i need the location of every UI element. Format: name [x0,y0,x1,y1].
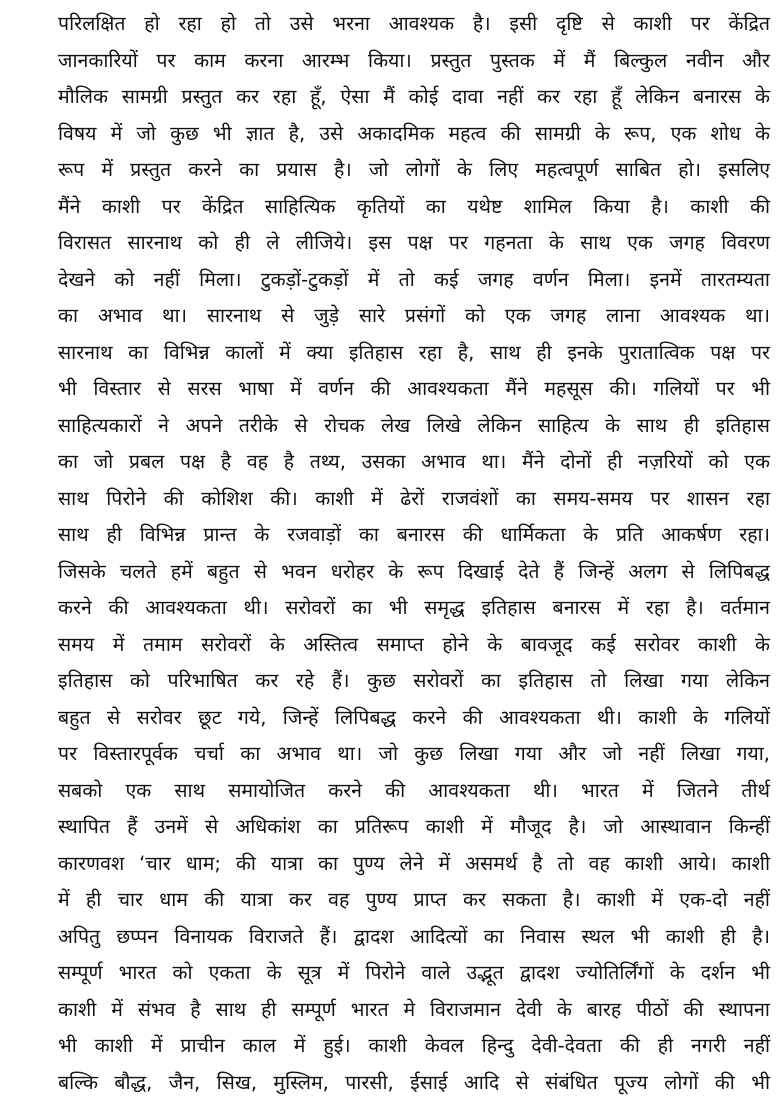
text-line: विरासत सारनाथ को ही ले लीजिये। इस पक्ष पर गहनता के साथ एक जगह विवरण [58,231,770,254]
text-line: विषय में जो कुछ भी ज्ञात है, उसे अकादमिक महत्व की सामग्री के रूप, एक शोध के [58,121,770,145]
text-line: जानकारियों पर काम करना आरम्भ किया। प्रस्तुत पुस्तक में मैं बिल्कुल नवीन और [58,48,770,72]
body-text [58,6,770,1101]
text-line: भी विस्तार से सरस भाषा में वर्णन की आवश्यकता मैंने महसूस की। गलियों पर भी [58,377,770,400]
text-line: का जो प्रबल पक्ष है वह है तथ्य, उसका अभाव था। मैंने दोनों ही नज़रियों को एक [58,450,770,473]
text-line: रूप में प्रस्तुत करने का प्रयास है। जो लोगों के लिए महत्वपूर्ण साबित हो। इसलिए [58,158,770,181]
text-line: सम्पूर्ण भारत को एकता के सूत्र में पिरोने वाले उद्भूत द्वादश ज्योतिर्लिंगों के दर्शन भी [58,961,770,984]
text-line: इतिहास को परिभाषित कर रहे हैं। कुछ सरोवरों का इतिहास तो लिखा गया लेकिन [58,669,770,692]
text-line: साथ पिरोने की कोशिश की। काशी में ढेरों राजवंशों का समय-समय पर शासन रहा [58,486,770,510]
text-line: करने की आवश्यकता थी। सरोवरों का भी समृद्ध इतिहास बनारस में रहा है। वर्तमान [58,596,770,619]
text-line: समय में तमाम सरोवरों के अस्तित्व समाप्त होने के बावजूद कई सरोवर काशी के [58,632,770,656]
text-line: में ही चार धाम की यात्रा कर वह पुण्य प्राप्त कर सकता है। काशी में एक-दो नहीं [58,888,770,911]
text-line: जिसके चलते हमें बहुत से भवन धरोहर के रूप दिखाई देते हैं जिन्हें अलग से लिपिबद्ध [58,559,770,583]
text-line: पर विस्तारपूर्वक चर्चा का अभाव था। जो कुछ लिखा गया और जो नहीं लिखा गया, [58,742,770,765]
text-line: साहित्यकारों ने अपने तरीके से रोचक लेख लिखे लेकिन साहित्य के साथ ही इतिहास [58,413,770,437]
text-line: भी काशी में प्राचीन काल में हुई। काशी केवल हिन्दु देवी-देवता की ही नगरी नहीं [58,1034,770,1057]
text-line: परिलक्षित हो रहा हो तो उसे भरना आवश्यक है। इसी दृष्टि से काशी पर केंद्रित [58,12,770,35]
text-line: मौलिक सामग्री प्रस्तुत कर रहा हूँ, ऐसा मैं कोई दावा नहीं कर रहा हूँ लेकिन बनारस के [58,85,770,108]
text-line: सारनाथ का विभिन्न कालों में क्या इतिहास रहा है, साथ ही इनके पुरातात्विक पक्ष पर [58,340,770,364]
text-line: मैंने काशी पर केंद्रित साहित्यिक कृतियों का यथेष्ट शामिल किया है। काशी की [58,194,770,218]
text-line: बल्कि बौद्ध, जैन, सिख, मुस्लिम, पारसी, ईसाई आदि से संबंधित पूज्य लोगों की भी [58,1070,770,1094]
text-line: का अभाव था। सारनाथ से जुड़े सारे प्रसंगों को एक जगह लाना आवश्यक था। [58,304,770,327]
text-line: साथ ही विभिन्न प्रान्त के रजवाड़ों का बनारस की धार्मिकता के प्रति आकर्षण रहा। [58,523,770,546]
text-line: काशी में संभव है साथ ही सम्पूर्ण भारत मे विराजमान देवी के बारह पीठों की स्थापना [58,997,770,1021]
text-line: देखने को नहीं मिला। टुकड़ों-टुकड़ों में तो कई जगह वर्णन मिला। इनमें तारतम्यता [58,267,770,291]
text-line: सबको एक साथ समायोजित करने की आवश्यकता थी। भारत में जितने तीर्थ [58,778,770,802]
text-line: स्थापित हैं उनमें से अधिकांश का प्रतिरूप काशी में मौजूद है। जो आस्थावान किन्हीं [58,815,770,838]
text-line: अपितु छप्पन विनायक विराजते हैं। द्वादश आदित्यों का निवास स्थल भी काशी ही है। [58,924,770,948]
text-line: कारणवश ‘चार धाम; की यात्रा का पुण्य लेने में असमर्थ है तो वह काशी आये। काशी [58,851,770,875]
text-line: बहुत से सरोवर छूट गये, जिन्हें लिपिबद्ध करने की आवश्यकता थी। काशी के गलियों [58,705,770,729]
